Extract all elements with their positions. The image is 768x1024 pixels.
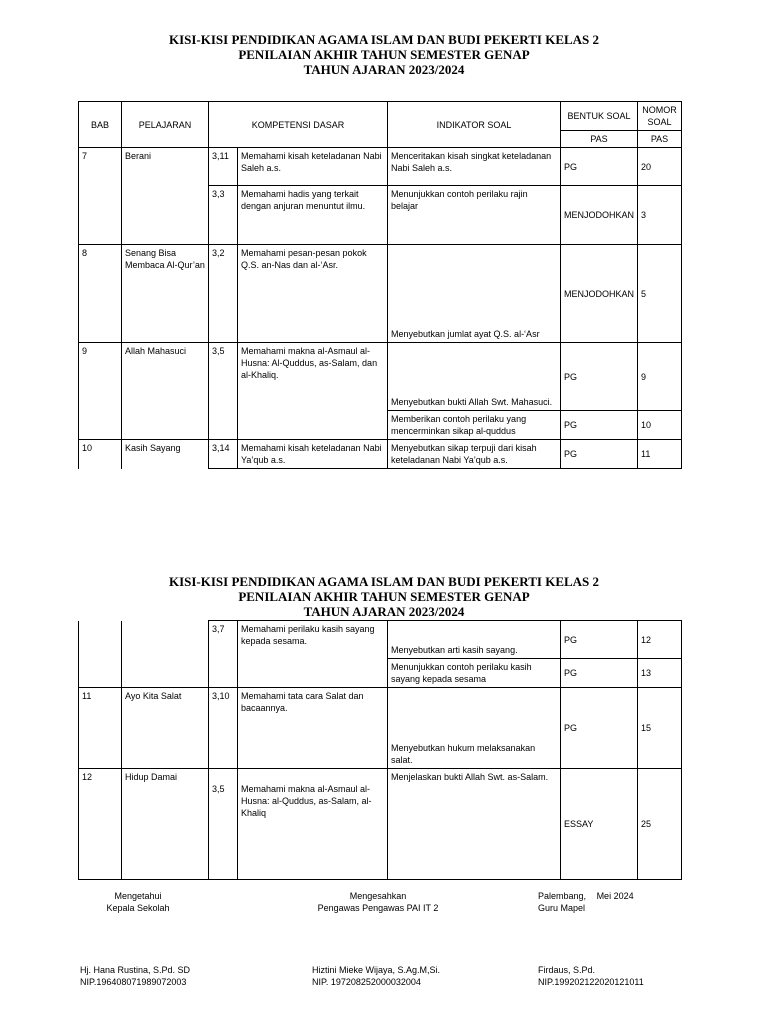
- nomor-cell: 11: [638, 440, 682, 469]
- bentuk-cell: PG: [561, 343, 638, 411]
- sig-left-line1: Mengetahui: [114, 891, 162, 901]
- indikator-cell: Menyebutkan sikap terpuji dari kisah keteladanan Nabi Ya’qub a.s.: [388, 440, 561, 469]
- nomor-cell: 12: [638, 621, 682, 659]
- kd-cell: Memahami tata cara Salat dan bacaannya.: [238, 688, 388, 769]
- title-line-3: TAHUN AJARAN 2023/2024: [303, 604, 465, 619]
- pelajaran-cell: Senang Bisa Membaca Al-Qur’an: [122, 245, 209, 343]
- sig-middle-name: Hiztini Mieke Wijaya, S.Ag.M,Si.: [312, 965, 441, 975]
- sig-right-name: Firdaus, S.Pd.: [538, 965, 596, 975]
- table-row: [79, 440, 682, 469]
- bentuk-cell: PG: [561, 440, 638, 469]
- bentuk-cell: PG: [561, 688, 638, 769]
- sig-left-nip: NIP.196408071989072003: [80, 977, 187, 987]
- indikator-cell: Menunjukkan contoh perilaku kasih sayang kepada sesama: [388, 659, 561, 688]
- signature-middle-name: [312, 964, 440, 988]
- signature-left: [98, 890, 178, 914]
- nomor-cell: 10: [638, 411, 682, 440]
- kd-cell: Memahami pesan-pesan pokok Q.S. an-Nas dan al-‘Asr.: [238, 245, 388, 343]
- document-title-continued: [0, 574, 768, 619]
- header-pelajaran: PELAJARAN: [122, 102, 209, 148]
- title-line-1: KISI-KISI PENDIDIKAN AGAMA ISLAM DAN BUDI PEKERTI KELAS 2: [168, 574, 600, 589]
- bentuk-cell: MENJODOHKAN: [561, 245, 638, 343]
- bentuk-cell: PG: [561, 621, 638, 659]
- indikator-cell: Menjelaskan bukti Allah Swt. as-Salam.: [388, 769, 561, 880]
- table-row: [79, 148, 682, 186]
- nomor-cell: 9: [638, 343, 682, 411]
- kd-number-cell: 3,2: [209, 245, 238, 343]
- kd-number-cell: 3,3: [209, 186, 238, 245]
- pelajaran-cell: Berani: [122, 148, 209, 245]
- table-row: [79, 621, 682, 659]
- kd-cell: Memahami makna al-Asmaul al-Husna: Al-Quddus, as-Salam, dan al-Khaliq.: [238, 343, 388, 440]
- bentuk-cell: PG: [561, 148, 638, 186]
- kd-number-cell: 3,10: [209, 688, 238, 769]
- kisi-kisi-table-continued: [78, 620, 682, 880]
- table-row: [79, 769, 682, 880]
- nomor-cell: 3: [638, 186, 682, 245]
- kisi-kisi-table: [78, 101, 682, 469]
- sig-right-date: Mei 2024: [596, 891, 634, 901]
- bab-cell: 9: [79, 343, 122, 440]
- bentuk-cell: PG: [561, 411, 638, 440]
- bab-cell: [79, 621, 122, 688]
- nomor-cell: 13: [638, 659, 682, 688]
- kd-number-cell: 3,14: [209, 440, 238, 469]
- nomor-cell: 15: [638, 688, 682, 769]
- signature-left-name: [80, 964, 190, 988]
- kd-number-cell: 3,5: [209, 343, 238, 440]
- pelajaran-cell: Hidup Damai: [122, 769, 209, 880]
- sig-middle-line1: Mengesahkan: [349, 891, 407, 901]
- header-bab: BAB: [79, 102, 122, 148]
- nomor-cell: 20: [638, 148, 682, 186]
- sig-right-line2: Guru Mapel: [538, 903, 586, 913]
- bab-cell: 7: [79, 148, 122, 245]
- kd-cell: Memahami hadis yang terkait dengan anjuran menuntut ilmu.: [238, 186, 388, 245]
- sig-middle-nip: NIP. 197208252000032004: [312, 977, 421, 987]
- sig-left-line2: Kepala Sekolah: [106, 903, 170, 913]
- indikator-cell: Menceritakan kisah singkat keteladanan Nabi Saleh a.s.: [388, 148, 561, 186]
- kd-number-cell: 3,7: [209, 621, 238, 688]
- kd-number-cell: 3,5: [209, 769, 238, 880]
- nomor-cell: 5: [638, 245, 682, 343]
- indikator-cell: Menyebutkan hukum melaksanakan salat.: [388, 688, 561, 769]
- pelajaran-cell: Allah Mahasuci: [122, 343, 209, 440]
- pelajaran-cell: Kasih Sayang: [122, 440, 209, 469]
- header-bentuk-soal: BENTUK SOAL: [561, 102, 638, 131]
- bentuk-cell: MENJODOHKAN: [561, 186, 638, 245]
- document-title: [0, 32, 768, 77]
- title-line-1: KISI-KISI PENDIDIKAN AGAMA ISLAM DAN BUDI PEKERTI KELAS 2: [168, 32, 600, 47]
- signature-middle: [308, 890, 448, 914]
- kd-cell: Memahami kisah keteladanan Nabi Ya’qub a.s.: [238, 440, 388, 469]
- sig-right-place: Palembang,: [538, 891, 587, 901]
- title-line-2: PENILAIAN AKHIR TAHUN SEMESTER GENAP: [238, 589, 530, 604]
- indikator-cell: Menyebutkan bukti Allah Swt. Mahasuci.: [388, 343, 561, 411]
- title-line-2: PENILAIAN AKHIR TAHUN SEMESTER GENAP: [238, 47, 530, 62]
- header-nomor-soal: NOMOR SOAL: [638, 102, 682, 131]
- indikator-cell: Menyebutkan jumlat ayat Q.S. al-‘Asr: [388, 245, 561, 343]
- signature-right-name: [538, 964, 644, 988]
- kd-cell: Memahami kisah keteladanan Nabi Saleh a.s.: [238, 148, 388, 186]
- signature-right: [538, 890, 634, 914]
- sig-middle-line2: Pengawas Pengawas PAI IT 2: [317, 903, 439, 913]
- sig-left-name: Hj. Hana Rustina, S.Pd. SD: [80, 965, 191, 975]
- bab-cell: 10: [79, 440, 122, 469]
- table-row: [79, 245, 682, 343]
- pelajaran-cell: [122, 621, 209, 688]
- bab-cell: 12: [79, 769, 122, 880]
- indikator-cell: Menunjukkan contoh perilaku rajin belajar: [388, 186, 561, 245]
- header-indikator: INDIKATOR SOAL: [388, 102, 561, 148]
- kd-cell: Memahami perilaku kasih sayang kepada sesama.: [238, 621, 388, 688]
- sig-right-nip: NIP.199202122020121011: [538, 977, 644, 987]
- indikator-cell: Memberikan contoh perilaku yang mencerminkan sikap al-quddus: [388, 411, 561, 440]
- header-kompetensi: KOMPETENSI DASAR: [209, 102, 388, 148]
- table-row: [79, 343, 682, 411]
- pelajaran-cell: Ayo Kita Salat: [122, 688, 209, 769]
- header-pas: PAS: [638, 131, 682, 148]
- bab-cell: 11: [79, 688, 122, 769]
- kd-number-cell: 3,11: [209, 148, 238, 186]
- table-row: [79, 688, 682, 769]
- bentuk-cell: PG: [561, 659, 638, 688]
- nomor-cell: 25: [638, 769, 682, 880]
- bentuk-cell: ESSAY: [561, 769, 638, 880]
- indikator-cell: Menyebutkan arti kasih sayang.: [388, 621, 561, 659]
- title-line-3: TAHUN AJARAN 2023/2024: [303, 62, 465, 77]
- header-pas: PAS: [561, 131, 638, 148]
- bab-cell: 8: [79, 245, 122, 343]
- kd-cell: Memahami makna al-Asmaul al-Husna: al-Quddus, as-Salam, al-Khaliq: [238, 769, 388, 880]
